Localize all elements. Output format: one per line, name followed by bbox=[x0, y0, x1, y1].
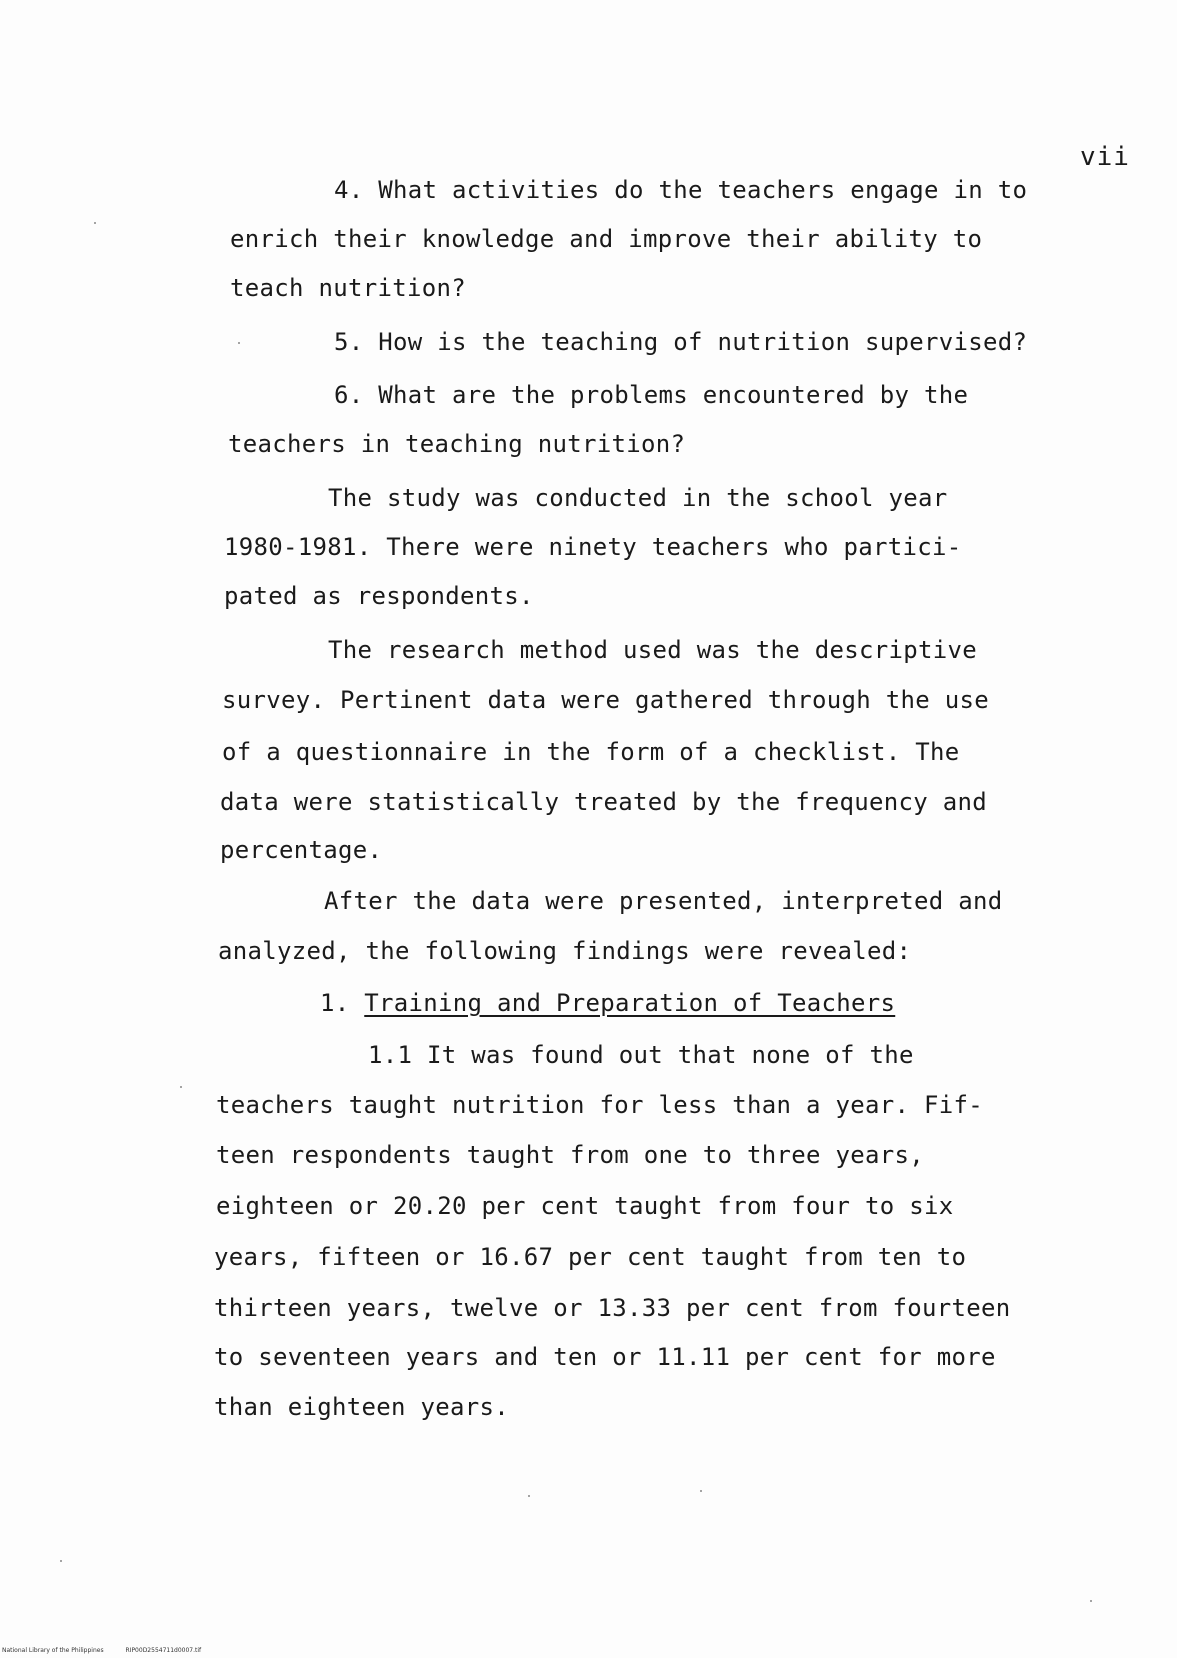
text-line: percentage. bbox=[220, 836, 383, 864]
text-line: 4. What activities do the teachers engage in to bbox=[334, 176, 1028, 204]
text-line: than eighteen years. bbox=[214, 1393, 509, 1421]
heading-number: 1. bbox=[320, 989, 350, 1017]
page-number: vii bbox=[1080, 142, 1130, 172]
text-line: years, fifteen or 16.67 per cent taught from ten to bbox=[214, 1243, 967, 1271]
scan-speck bbox=[180, 1086, 182, 1088]
text-line: teachers in teaching nutrition? bbox=[228, 430, 686, 458]
text-line: thirteen years, twelve or 13.33 per cent from fourteen bbox=[214, 1294, 1011, 1322]
text-line: data were statistically treated by the frequency and bbox=[220, 788, 987, 816]
text-line: teach nutrition? bbox=[230, 274, 466, 302]
text-line: survey. Pertinent data were gathered through the use bbox=[222, 686, 989, 714]
text-line: to seventeen years and ten or 11.11 per cent for more bbox=[214, 1343, 996, 1371]
text-line: 1.1 It was found out that none of the bbox=[368, 1041, 914, 1069]
scan-speck bbox=[528, 1495, 530, 1497]
scan-speck bbox=[60, 1560, 62, 1562]
text-line: The study was conducted in the school year bbox=[328, 484, 948, 512]
footer-library: National Library of the Philippines bbox=[2, 1647, 104, 1654]
text-line: After the data were presented, interpreted and bbox=[324, 887, 1003, 915]
scan-speck bbox=[94, 222, 96, 224]
text-line: pated as respondents. bbox=[224, 582, 534, 610]
text-line: 5. How is the teaching of nutrition supervised? bbox=[334, 328, 1028, 356]
text-line: analyzed, the following findings were revealed: bbox=[218, 937, 912, 965]
text-line: 6. What are the problems encountered by the bbox=[334, 381, 969, 409]
section-heading bbox=[320, 989, 895, 1017]
text-line: eighteen or 20.20 per cent taught from four to six bbox=[216, 1192, 954, 1220]
scan-speck bbox=[700, 1490, 702, 1492]
text-line: 1980-1981. There were ninety teachers who partici- bbox=[224, 533, 962, 561]
text-line: teachers taught nutrition for less than a year. Fif- bbox=[216, 1091, 983, 1119]
text-line: enrich their knowledge and improve their ability to bbox=[230, 225, 983, 253]
text-line: of a questionnaire in the form of a checklist. The bbox=[222, 738, 960, 766]
scan-speck bbox=[1090, 1600, 1092, 1602]
scan-footer bbox=[2, 1647, 221, 1654]
footer-file-id: RIP00D2554711d0007.tif bbox=[125, 1647, 202, 1654]
text-line: teen respondents taught from one to three years, bbox=[216, 1141, 924, 1169]
scan-speck bbox=[238, 342, 240, 344]
heading-title: Training and Preparation of Teachers bbox=[364, 989, 896, 1017]
text-line: The research method used was the descriptive bbox=[328, 636, 977, 664]
